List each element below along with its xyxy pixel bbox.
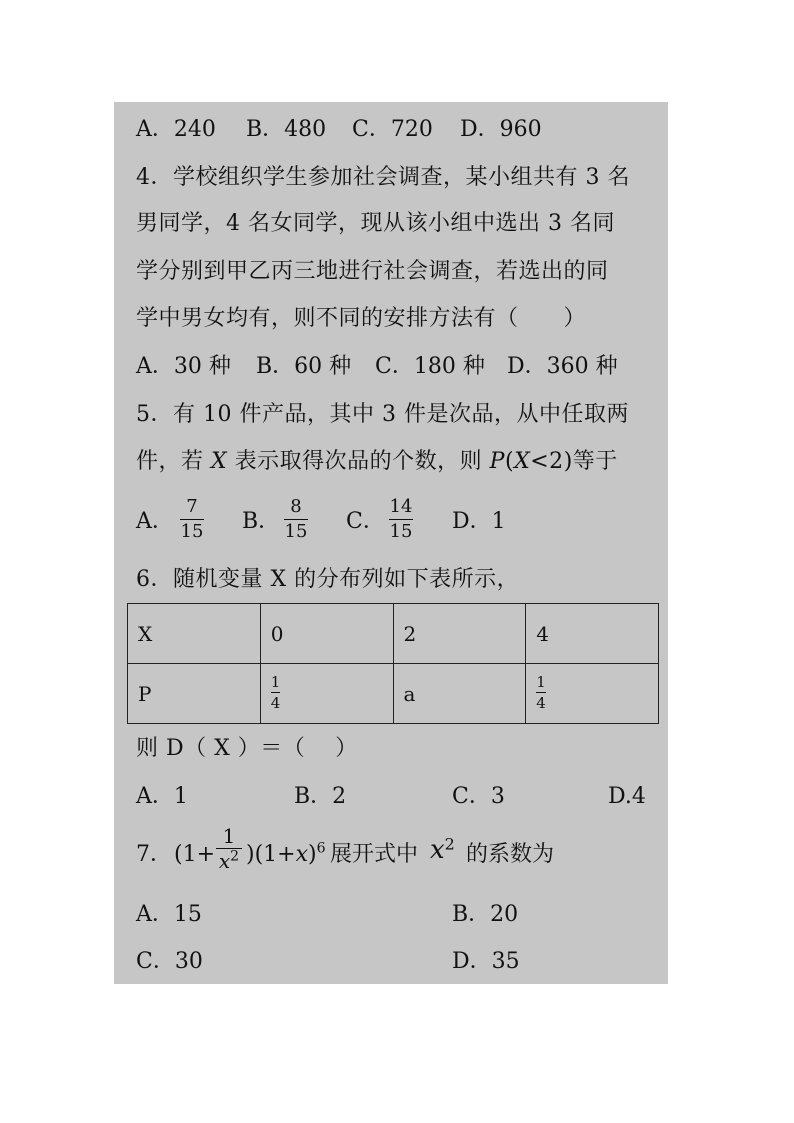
table-cell: 0 <box>260 604 393 664</box>
q4-option-a: A．30 种 <box>136 354 231 379</box>
q5-prob-p: P <box>489 449 505 474</box>
q4-line-2: 男同学，4 名女同学，现从该小组中选出 3 名同 <box>136 211 615 236</box>
denominator: 4 <box>270 694 281 712</box>
q6-option-a: A．1 <box>136 784 188 809</box>
var-x: x <box>430 835 445 865</box>
q7-option-b: B．20 <box>452 902 519 927</box>
q5-option-a-label: A． <box>136 509 174 534</box>
table-row <box>128 604 659 664</box>
q7-fraction <box>216 826 242 871</box>
denominator: 15 <box>389 521 413 542</box>
q7-text: 展开式中 <box>330 842 419 867</box>
q5-option-a-fraction <box>180 497 204 542</box>
table-cell: a <box>393 664 526 724</box>
denominator <box>216 848 242 873</box>
denominator: 4 <box>536 694 546 712</box>
table-cell: 4 <box>526 604 659 664</box>
q7-option-a: A．15 <box>136 902 202 927</box>
q7-expr-open: (1+ <box>174 842 216 867</box>
q7-option-d: D．35 <box>452 949 520 974</box>
q7-expr-close: ) <box>308 842 317 867</box>
numerator: 1 <box>270 673 281 691</box>
table-cell: X <box>128 604 261 664</box>
numerator: 7 <box>186 496 198 517</box>
exponent: 2 <box>444 834 455 854</box>
table-cell: 2 <box>393 604 526 664</box>
table-cell <box>260 664 393 724</box>
table-row <box>128 664 659 724</box>
numerator: 8 <box>290 496 302 517</box>
q5-option-b-label: B． <box>242 509 281 534</box>
q5-line-2 <box>136 450 618 474</box>
q7-x-squared <box>430 834 455 865</box>
numerator: 14 <box>389 496 413 517</box>
distribution-table <box>127 603 659 724</box>
numerator: 1 <box>536 673 546 691</box>
q6-option-b: B．2 <box>294 784 347 809</box>
q3-option-b: B．480 <box>246 117 327 142</box>
q5-paren: ) <box>563 449 573 474</box>
q4-option-b: B．60 种 <box>256 354 352 379</box>
numerator: 1 <box>222 824 236 848</box>
denominator: 15 <box>180 521 204 542</box>
q7-var-x: x <box>295 842 309 867</box>
q6-option-c: C．3 <box>452 784 505 809</box>
var-x: x <box>218 849 231 873</box>
q6-option-d: D.4 <box>608 784 646 809</box>
q5-option-d: D．1 <box>452 509 506 534</box>
exponent: 6 <box>316 840 326 857</box>
q5-option-c-fraction <box>389 497 413 542</box>
q4-line-3: 学分别到甲乙丙三地进行社会调查，若选出的同 <box>136 259 609 284</box>
q5-text: 表示取得次品的个数，则 <box>227 449 490 474</box>
q4-option-d: D．360 种 <box>507 354 618 379</box>
q5-var-x: X <box>211 449 228 474</box>
q6-line-1: 6．随机变量 X 的分布列如下表所示， <box>136 567 520 592</box>
q7-expr-mid: )(1+ <box>246 842 296 867</box>
table-cell: P <box>128 664 261 724</box>
q7-label: 7． <box>136 842 172 867</box>
q5-line-1: 5．有 10 件产品，其中 3 件是次品，从中任取两 <box>136 402 629 427</box>
table-cell <box>526 664 659 724</box>
q4-line-1: 4．学校组织学生参加社会调查，某小组共有 3 名 <box>136 165 630 190</box>
q7-expr-rest <box>246 840 326 867</box>
table-fraction <box>271 674 281 711</box>
q5-paren: ( <box>504 449 515 474</box>
q5-text: 件，若 <box>136 449 211 474</box>
q5-text: 等于 <box>572 449 618 474</box>
q5-condition: <2 <box>530 449 564 474</box>
q5-var-x: X <box>514 449 531 474</box>
q6-question: 则 D（ X ）＝（ ） <box>136 736 358 761</box>
denominator: 15 <box>284 521 308 542</box>
q3-option-c: C．720 <box>352 117 433 142</box>
exponent: 2 <box>230 848 240 865</box>
table-fraction <box>536 674 546 711</box>
q5-option-c-label: C． <box>346 509 385 534</box>
q3-option-a: A．240 <box>136 117 216 142</box>
q5-option-b-fraction <box>284 497 308 542</box>
q3-option-d: D．960 <box>460 117 542 142</box>
q4-option-c: C．180 种 <box>375 354 485 379</box>
q7-tail: 的系数为 <box>466 842 555 867</box>
q7-option-c: C．30 <box>136 949 203 974</box>
q4-line-4: 学中男女均有，则不同的安排方法有（ ） <box>136 306 587 331</box>
